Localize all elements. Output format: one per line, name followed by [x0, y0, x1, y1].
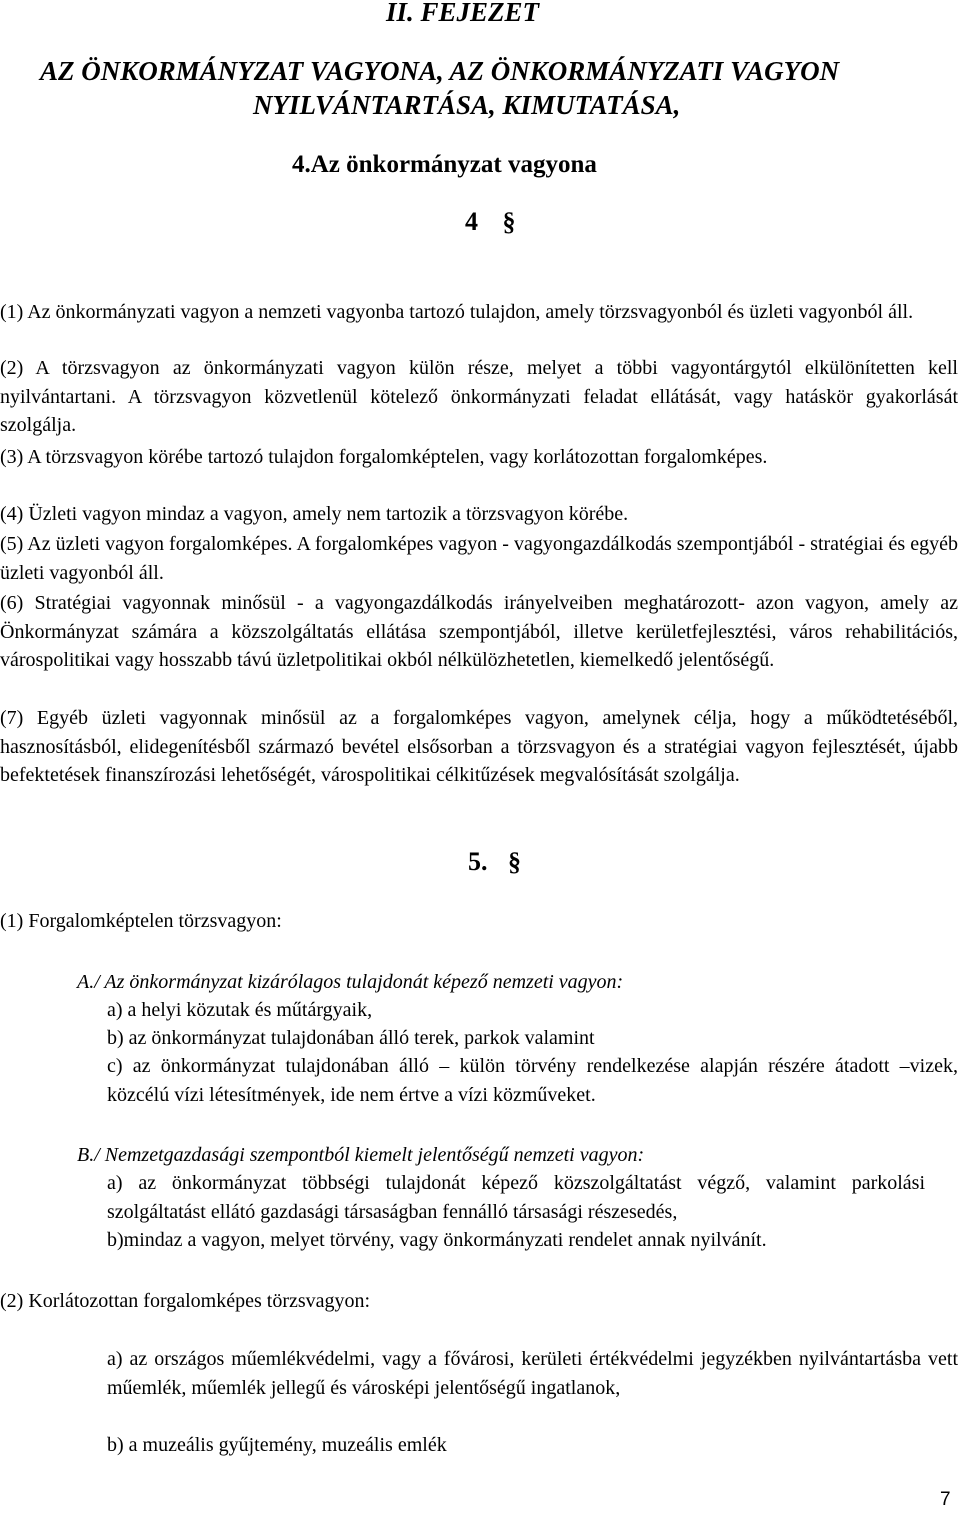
item-2-b: b) a muzeális gyűjtemény, muzeális emlék [107, 1434, 447, 1456]
chapter-title-line2: NYILVÁNTARTÁSA, KIMUTATÁSA, [253, 90, 681, 120]
paragraph-4-4: (4) Üzleti vagyon mindaz a vagyon, amely nem tartozik a törzsvagyon körébe. [0, 503, 629, 525]
paragraph-4-6: (6) Stratégiai vagyonnak minősül - a vagyongazdálkodás irányelveiben meghatározott- azon vagyon, amely az Önkormányzat számára a közszolgáltatás ellátása szempontjából, illetve kerületfejlesztési, város rehabilitációs, várospolitikai vagy hosszabb távú üzletpolitikai okból nélkülözhetetlen, kiemelkedő jelentőségű. [0, 592, 958, 671]
paragraph-4-2: (2) A törzsvagyon az önkormányzati vagyon külön része, melyet a többi vagyontárgytól elkülönítetten kell nyilvántartani. A törzsvagyon közvetlenül kötelező önkormányzati feladat ellátását, vagy hatáskör gyakorlását szolgálja. [0, 357, 958, 436]
section-5-number [468, 847, 521, 877]
paragraph-4-5: (5) Az üzleti vagyon forgalomképes. A forgalomképes vagyon - vagyongazdálkodás szempontjából - stratégiai és egyéb üzleti vagyonból áll. [0, 533, 958, 584]
paragraph-4-3: (3) A törzsvagyon körébe tartozó tulajdon forgalomképtelen, vagy korlátozottan forgalomképes. [0, 446, 768, 468]
group-a-item-a: a) a helyi közutak és műtárgyaik, [107, 999, 373, 1021]
item-2-a: a) az országos műemlékvédelmi, vagy a fővárosi, kerületi értékvédelmi jegyzékben nyilvántartásba vett műemlék, műemlék jellegű és városképi jelentőségű ingatlanok, [107, 1348, 958, 1399]
chapter-title-line1: AZ ÖNKORMÁNYZAT VAGYONA, AZ ÖNKORMÁNYZATI VAGYON [40, 56, 840, 86]
paragraph-4-7: (7) Egyéb üzleti vagyonnak minősül az a forgalomképes vagyon, amelynek célja, hogy a működtetéséből, hasznosításból, elidegenítésből származó bevétel elsősorban a törzsvagyon és a stratégiai vagyon fejlesztését, újabb befektetések finanszírozási lehetőségét, várospolitikai célkitűzések megvalósítását szolgálja. [0, 707, 958, 786]
chapter-label: II. FEJEZET [386, 0, 540, 27]
group-b-item-b: b)mindaz a vagyon, melyet törvény, vagy önkormányzati rendelet annak nyilvánít. [107, 1229, 767, 1251]
group-a-item-c: c) az önkormányzat tulajdonában álló – külön törvény rendelkezése alapján részére átadott –vizek, közcélú vízi létesítmények, ide nem értve a vízi közműveket. [107, 1055, 958, 1106]
page-number: 7 [940, 1489, 951, 1510]
section-5-number-value: 5. [468, 847, 488, 876]
paragraph-sign: § [508, 847, 521, 876]
paragraph-sign: § [502, 207, 516, 236]
section-number [465, 207, 516, 237]
paragraph-4-1: (1) Az önkormányzati vagyon a nemzeti vagyonba tartozó tulajdon, amely törzsvagyonból és üzleti vagyonból áll. [0, 301, 914, 323]
section-heading: 4.Az önkormányzat vagyona [292, 151, 597, 178]
group-b-heading: B./ Nemzetgazdasági szempontból kiemelt jelentőségű nemzeti vagyon: [77, 1144, 645, 1166]
item-2-label: (2) Korlátozottan forgalomképes törzsvagyon: [0, 1290, 371, 1312]
item-1-label: (1) Forgalomképtelen törzsvagyon: [0, 910, 282, 932]
section-number-value: 4 [465, 207, 478, 236]
group-a-item-b: b) az önkormányzat tulajdonában álló terek, parkok valamint [107, 1027, 595, 1049]
group-a-heading: A./ Az önkormányzat kizárólagos tulajdonát képező nemzeti vagyon: [77, 971, 624, 993]
group-b-item-a: a) az önkormányzat többségi tulajdonát képező közszolgáltatást végző, valamint parkolási szolgáltatást ellátó gazdasági társaságban fennálló társasági részesedés, [107, 1172, 925, 1223]
